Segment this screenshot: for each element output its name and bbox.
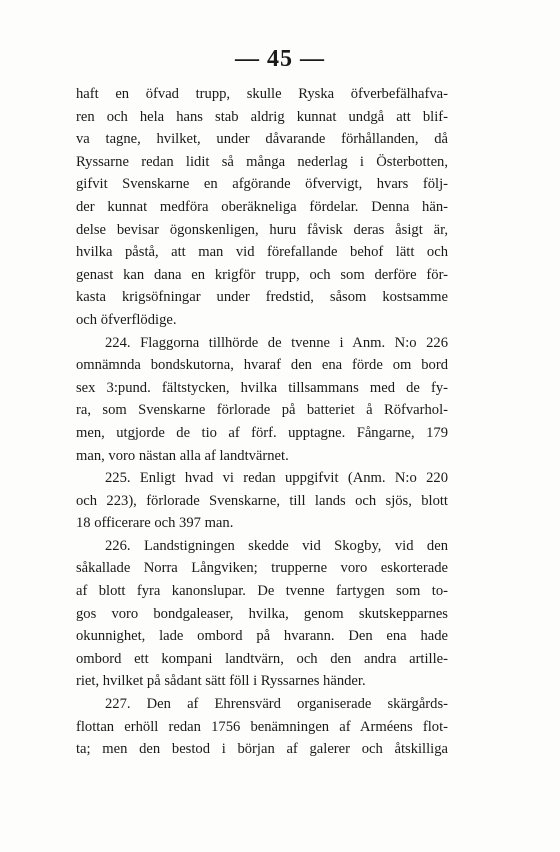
text-line: va tagne, hvilket, under dåvarande förhållanden, då [76, 131, 448, 148]
text-line: gifvit Svenskarne en afgörande öfvervigt, hvars följ- [76, 176, 448, 193]
body-text [76, 83, 448, 761]
text-line: der kunnat medföra oberäkneliga fördelar. Denna hän- [76, 198, 448, 215]
text-line: okunnighet, lade ombord på hvarann. Den ena hade [76, 628, 448, 645]
text-line: Ryssarne redan lidit så många nederlag i Österbotten, [76, 153, 448, 170]
text-line: riet, hvilket på sådant sätt föll i Ryssarnes händer. [76, 673, 366, 690]
text-line: gos voro bondgaleaser, hvilka, genom skutskepparnes [76, 605, 448, 622]
text-line: 18 officerare och 397 man. [76, 515, 234, 532]
note-224-start: 224. Flaggorna tillhörde de tvenne i Anm. N:o 226 [105, 334, 448, 351]
note-225-start: 225. Enligt hvad vi redan uppgifvit (Anm. N:o 220 [105, 470, 448, 487]
note-227-start: 227. Den af Ehrensvärd organiserade skärgårds- [105, 696, 448, 713]
text-line: man, voro nästan alla af landtvärnet. [76, 447, 289, 464]
text-line: ta; men den bestod i början af galerer och åtskilliga [76, 741, 448, 758]
page-number-header: — 45 — [235, 46, 325, 72]
text-line: hvilka påstå, att man vid förefallande behof lätt och [76, 244, 448, 261]
text-line: flottan erhöll redan 1756 benämningen af Arméens flot- [76, 718, 448, 735]
text-line: ren och hela hans stab aldrig kunnat undgå att blif- [76, 108, 448, 125]
text-line: men, utgjorde de tio af förf. upptagne. Fångarne, 179 [76, 424, 448, 441]
text-line: och 223), förlorade Svenskarne, till lands och sjös, blott [76, 492, 448, 509]
text-line: såkallade Norra Långviken; trupperne voro eskorterade [76, 560, 448, 577]
text-line: delse bevisar ögonskenligen, huru fåvisk deras åsigt är, [76, 221, 448, 238]
text-line: ra, som Svenskarne förlorade på batteriet å Röfvarhol- [76, 402, 448, 419]
text-line: omnämnda bondskutorna, hvaraf den ena förde om bord [76, 357, 448, 374]
text-line: sex 3:pund. fältstycken, hvilka tillsammans med de fy- [76, 379, 448, 396]
text-line: genast kan dana en krigför trupp, och som derföre för- [76, 266, 448, 283]
text-line: haft en öfvad trupp, skulle Ryska öfverbefälhafva- [76, 86, 448, 102]
text-line: ombord ett kompani landtvärn, och den andra artille- [76, 650, 448, 667]
note-226-start: 226. Landstigningen skedde vid Skogby, vid den [105, 537, 448, 554]
text-line: af blott fyra kanonslupar. De tvenne fartygen som to- [76, 583, 448, 600]
text-line: och öfverflödige. [76, 311, 177, 328]
text-line: kasta krigsöfningar under fredstid, såsom kostsamme [76, 289, 448, 306]
